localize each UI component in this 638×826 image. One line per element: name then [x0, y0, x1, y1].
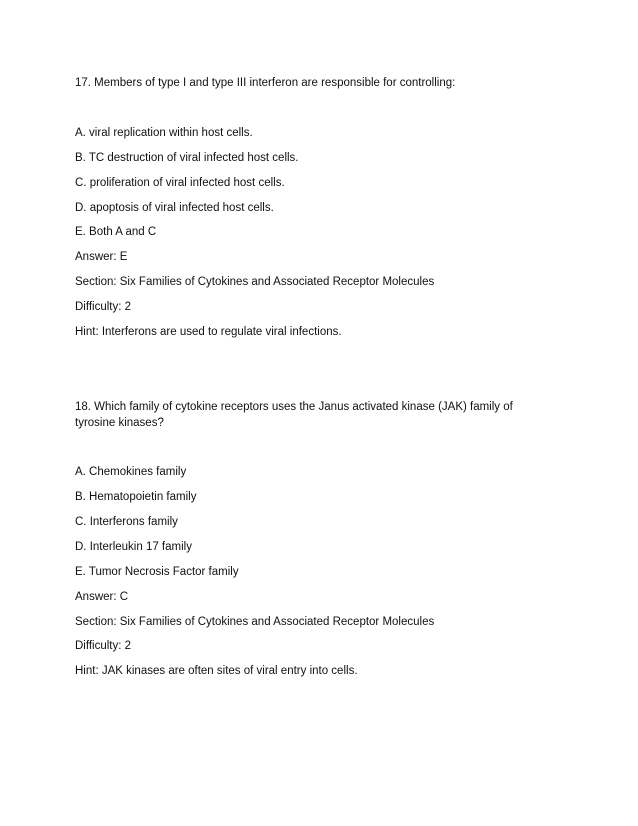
- q18-hint: Hint: JAK kinases are often sites of viral entry into cells.: [75, 665, 358, 677]
- q17-option-b: B. TC destruction of viral infected host cells.: [75, 152, 299, 164]
- q17-option-d: D. apoptosis of viral infected host cells.: [75, 202, 274, 214]
- q18-difficulty: Difficulty: 2: [75, 640, 132, 652]
- q18-section: Section: Six Families of Cytokines and Associated Receptor Molecules: [75, 616, 435, 628]
- q18-option-c: C. Interferons family: [75, 516, 178, 528]
- q18-option-e: E. Tumor Necrosis Factor family: [75, 566, 239, 578]
- question-17-text: 17. Members of type I and type III interferon are responsible for controlling:: [75, 77, 456, 89]
- q17-option-e: E. Both A and C: [75, 226, 157, 238]
- q17-section: Section: Six Families of Cytokines and Associated Receptor Molecules: [75, 276, 435, 288]
- q17-answer: Answer: E: [75, 251, 128, 263]
- q18-answer: Answer: C: [75, 591, 129, 603]
- q18-option-b: B. Hematopoietin family: [75, 491, 197, 503]
- question-18-text: 18. Which family of cytokine receptors uses the Janus activated kinase (JAK) family of tyrosine kinases?: [75, 401, 513, 429]
- q18-option-d: D. Interleukin 17 family: [75, 541, 192, 553]
- q17-hint: Hint: Interferons are used to regulate viral infections.: [75, 326, 342, 338]
- q17-option-a: A. viral replication within host cells.: [75, 127, 253, 139]
- q18-option-a: A. Chemokines family: [75, 466, 187, 478]
- q17-option-c: C. proliferation of viral infected host cells.: [75, 177, 285, 189]
- q17-difficulty: Difficulty: 2: [75, 301, 132, 313]
